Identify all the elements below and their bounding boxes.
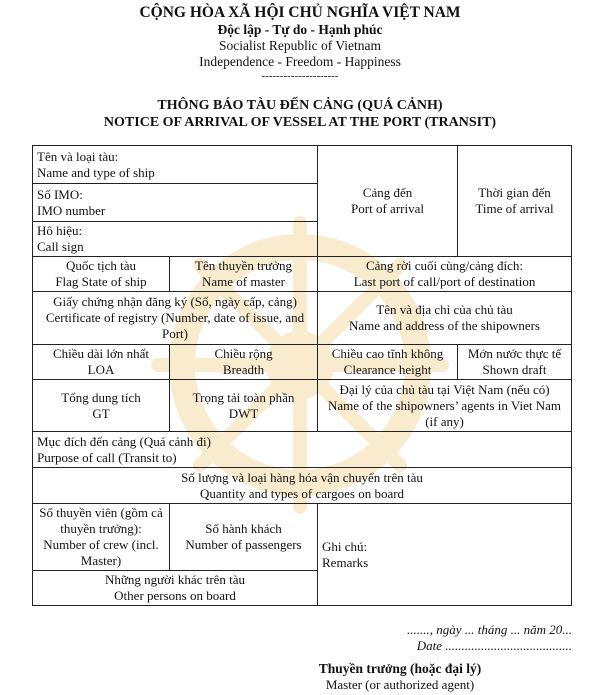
last-port-field[interactable] <box>318 257 572 292</box>
port-of-arrival-field[interactable] <box>318 146 458 257</box>
imo-number-field[interactable] <box>33 184 318 222</box>
purpose-label-en: Purpose of call (Transit to) <box>37 449 177 465</box>
others-label-vn: Những người khác trên tàu <box>104 572 246 587</box>
call-sign-field[interactable] <box>33 222 318 257</box>
clearance-height-field[interactable] <box>318 345 458 380</box>
master-name-field[interactable] <box>170 257 318 292</box>
date-line-en: Date ....................................... <box>416 638 572 653</box>
registry-label-vn: Giấy chứng nhận đăng ký (Số, ngày cấp, cảng) <box>53 294 297 309</box>
title-en: NOTICE OF ARRIVAL OF VESSEL AT THE PORT (TRANSIT) <box>103 115 497 130</box>
imo-label-en: IMO number <box>37 202 106 218</box>
passengers-label-vn: Số hành khách <box>205 521 282 536</box>
clearance-label-vn: Chiều cao tĩnh không <box>331 346 444 361</box>
passengers-label-en: Number of passengers <box>185 537 302 552</box>
agents-label-en: Name of the shipowners’ agents in Viet Nam (if any) <box>327 397 562 429</box>
time-of-arrival-field[interactable] <box>458 146 572 257</box>
purpose-label-vn: Mục đích đến cảng (Quá cảnh đi) <box>37 433 211 449</box>
deadweight-field[interactable] <box>170 380 318 432</box>
dwt-label-en: DWT <box>228 405 259 421</box>
loa-field[interactable] <box>33 345 170 380</box>
ship-name-label-vn: Tên và loại tàu: <box>37 148 119 164</box>
imo-label-vn: Số IMO: <box>37 186 83 202</box>
call-sign-label-en: Call sign <box>37 239 84 254</box>
owners-label-en: Name and address of the shipowners <box>349 318 540 333</box>
ship-name-field[interactable] <box>33 146 318 184</box>
motto-vn: Độc lập - Tự do - Hạnh phúc <box>217 22 383 37</box>
clearance-label-en: Clearance height <box>343 362 432 377</box>
draft-label-vn: Mớn nước thực tế <box>467 346 562 361</box>
crew-label-vn: Số thuyền viên (gồm cả thuyền trưởng): <box>39 505 163 536</box>
crew-label-en: Number of crew (incl. Master) <box>43 537 159 568</box>
shown-draft-field[interactable] <box>458 345 572 380</box>
country-name-en: Socialist Republic of Vietnam <box>218 38 382 53</box>
cargo-label-en: Quantity and types of cargoes on board <box>199 485 405 501</box>
number-of-crew-field[interactable] <box>33 504 170 571</box>
time-label-vn: Thời gian đến <box>478 185 551 200</box>
remarks-label-en: Remarks <box>322 554 369 570</box>
gt-label-en: GT <box>92 405 110 421</box>
breadth-label-en: Breadth <box>222 362 265 377</box>
dwt-label-vn: Trọng tải toàn phần <box>192 389 295 405</box>
gt-label-vn: Tổng dung tích <box>61 389 141 405</box>
signature-title-en: Master (or authorized agent) <box>325 677 475 692</box>
cargo-label-vn: Số lượng và loại hàng hóa vận chuyển trên tàu <box>181 469 423 485</box>
loa-label-vn: Chiều dài lớn nhất <box>52 346 150 361</box>
call-sign-label-vn: Hô hiệu: <box>37 223 83 238</box>
last-port-label-en: Last port of call/port of destination <box>353 274 536 289</box>
port-label-vn: Cảng đến <box>362 185 413 200</box>
shipowners-agents-field[interactable] <box>318 380 572 432</box>
others-label-en: Other persons on board <box>114 588 236 603</box>
master-label-en: Name of master <box>201 274 286 289</box>
number-of-passengers-field[interactable] <box>170 504 318 571</box>
date-line-vn: ......., ngày ... tháng ... năm 20... <box>406 622 572 637</box>
signature-title-vn: Thuyền trưởng (hoặc đại lý) <box>318 661 482 676</box>
certificate-of-registry-field[interactable] <box>33 292 318 345</box>
title-vn: THÔNG BÁO TÀU ĐẾN CẢNG (QUÁ CẢNH) <box>157 98 443 113</box>
gross-tonnage-field[interactable] <box>33 380 170 432</box>
header-divider: --------------------- <box>261 70 339 82</box>
draft-label-en: Shown draft <box>482 362 547 377</box>
document-header <box>0 4 600 82</box>
remarks-field[interactable] <box>318 504 572 606</box>
time-label-en: Time of arrival <box>475 201 554 216</box>
country-name-vn: CỘNG HÒA XÃ HỘI CHỦ NGHĨA VIỆT NAM <box>139 4 461 21</box>
loa-label-en: LOA <box>87 362 115 377</box>
agents-label-vn: Đại lý của chủ tàu tại Việt Nam (nếu có) <box>339 381 550 397</box>
owners-label-vn: Tên và địa chỉ của chủ tàu <box>376 302 513 317</box>
arrival-notice-form <box>32 145 572 606</box>
remarks-label-vn: Ghi chú: <box>322 538 368 554</box>
master-label-vn: Tên thuyền trưởng <box>195 258 292 273</box>
signature-block <box>300 660 500 693</box>
motto-en: Independence - Freedom - Happiness <box>199 54 401 69</box>
last-port-label-vn: Cảng rời cuối cùng/cảng đích: <box>365 258 524 273</box>
flag-label-en: Flag State of ship <box>55 274 147 289</box>
shipowners-field[interactable] <box>318 292 572 345</box>
registry-label-en: Certificate of registry (Number, date of issue, and Port) <box>45 310 305 341</box>
breadth-field[interactable] <box>170 345 318 380</box>
ship-name-label-en: Name and type of ship <box>37 164 155 180</box>
document-title <box>0 97 600 131</box>
port-label-en: Port of arrival <box>351 201 424 216</box>
breadth-label-vn: Chiều rộng <box>214 346 273 361</box>
purpose-of-call-field[interactable] <box>33 432 572 468</box>
flag-label-vn: Quốc tịch tàu <box>65 258 137 273</box>
cargo-field[interactable] <box>33 468 572 504</box>
flag-state-field[interactable] <box>33 257 170 292</box>
other-persons-field[interactable] <box>33 571 318 606</box>
